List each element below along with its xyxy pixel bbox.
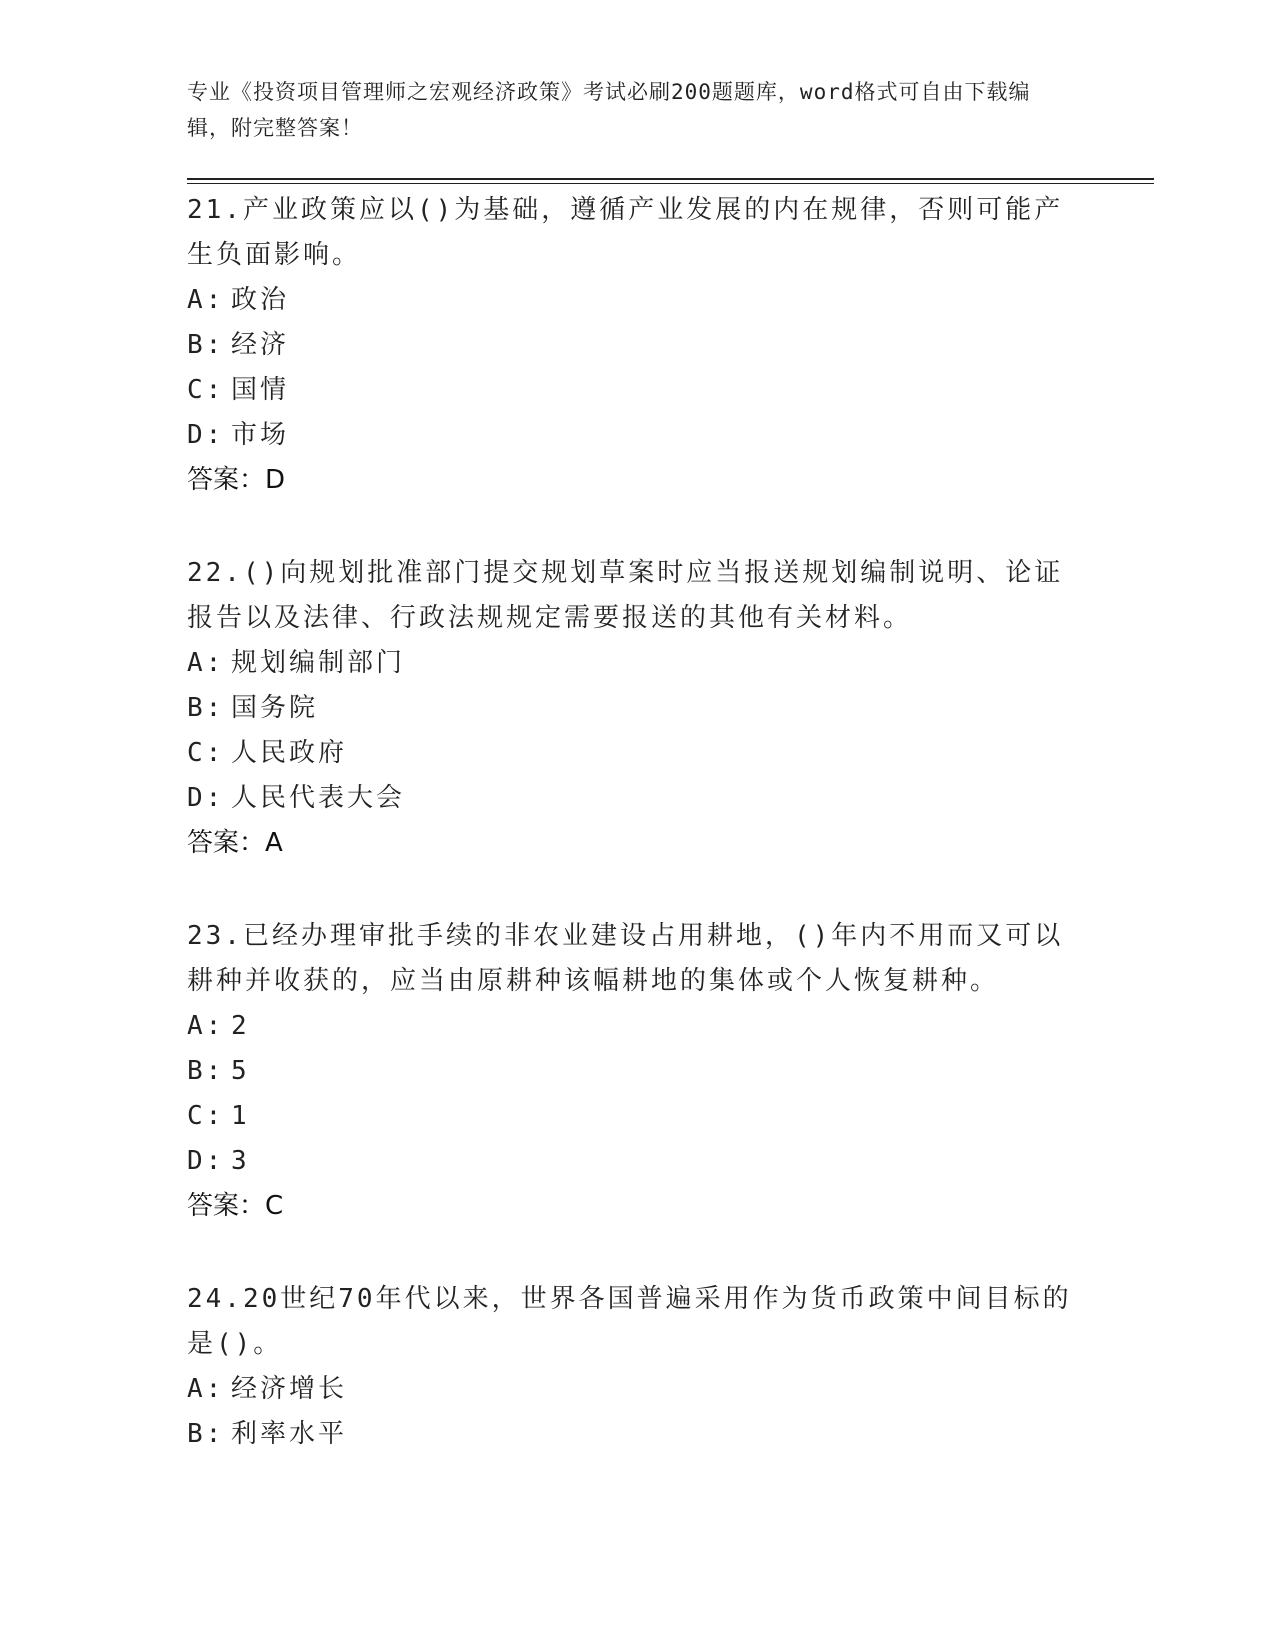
option-a — [187, 641, 1087, 686]
option-key: B: — [187, 693, 225, 723]
option-text: 3 — [231, 1146, 250, 1176]
question-23 — [187, 914, 1087, 1229]
option-a — [187, 278, 1087, 323]
option-key: A: — [187, 1011, 225, 1041]
option-key: A: — [187, 1374, 225, 1404]
option-text: 国情 — [231, 375, 290, 405]
option-b — [187, 1049, 1087, 1094]
option-c — [187, 731, 1087, 776]
option-key: C: — [187, 738, 225, 768]
option-key: A: — [187, 285, 225, 315]
option-key: C: — [187, 375, 225, 405]
question-22 — [187, 551, 1087, 866]
option-text: 5 — [231, 1056, 250, 1086]
option-text: 经济增长 — [231, 1374, 348, 1404]
option-text: 国务院 — [231, 693, 319, 723]
answer-line: 答案：D — [187, 465, 286, 495]
option-text: 人民政府 — [231, 738, 348, 768]
option-key: B: — [187, 1419, 225, 1449]
question-stem: 24.20世纪70年代以来，世界各国普遍采用作为货币政策中间目标的是()。 — [187, 1284, 1072, 1359]
option-key: C: — [187, 1101, 225, 1131]
option-key: B: — [187, 1056, 225, 1086]
option-text: 2 — [231, 1011, 250, 1041]
option-text: 经济 — [231, 330, 290, 360]
question-24 — [187, 1277, 1087, 1457]
document-header: 专业《投资项目管理师之宏观经济政策》考试必刷200题题库，word格式可自由下载编辑，附完整答案！ — [187, 80, 1031, 140]
option-b — [187, 686, 1087, 731]
option-d — [187, 776, 1087, 821]
option-text: 利率水平 — [231, 1419, 348, 1449]
header-divider-thick — [187, 178, 1154, 180]
option-key: D: — [187, 783, 225, 813]
option-text: 政治 — [231, 285, 290, 315]
option-text: 规划编制部门 — [231, 648, 406, 678]
question-21 — [187, 188, 1087, 503]
option-text: 1 — [231, 1101, 250, 1131]
option-c — [187, 1094, 1087, 1139]
option-b — [187, 1412, 1087, 1457]
option-d — [187, 1139, 1087, 1184]
option-d — [187, 413, 1087, 458]
option-b — [187, 323, 1087, 368]
question-stem: 23.已经办理审批手续的非农业建设占用耕地，()年内不用而又可以耕种并收获的，应当由原耕种该幅耕地的集体或个人恢复耕种。 — [187, 921, 1064, 996]
question-list — [187, 188, 1087, 1505]
option-key: A: — [187, 648, 225, 678]
answer-line: 答案：C — [187, 1191, 284, 1221]
question-stem: 22.()向规划批准部门提交规划草案时应当报送规划编制说明、论证报告以及法律、行政法规规定需要报送的其他有关材料。 — [187, 558, 1064, 633]
option-a — [187, 1367, 1087, 1412]
option-a — [187, 1004, 1087, 1049]
option-text: 人民代表大会 — [231, 783, 406, 813]
header-divider-thin — [187, 183, 1154, 184]
option-text: 市场 — [231, 420, 290, 450]
option-key: D: — [187, 420, 225, 450]
option-key: B: — [187, 330, 225, 360]
question-stem: 21.产业政策应以()为基础，遵循产业发展的内在规律，否则可能产生负面影响。 — [187, 195, 1064, 270]
answer-line: 答案：A — [187, 828, 283, 858]
option-c — [187, 368, 1087, 413]
option-key: D: — [187, 1146, 225, 1176]
